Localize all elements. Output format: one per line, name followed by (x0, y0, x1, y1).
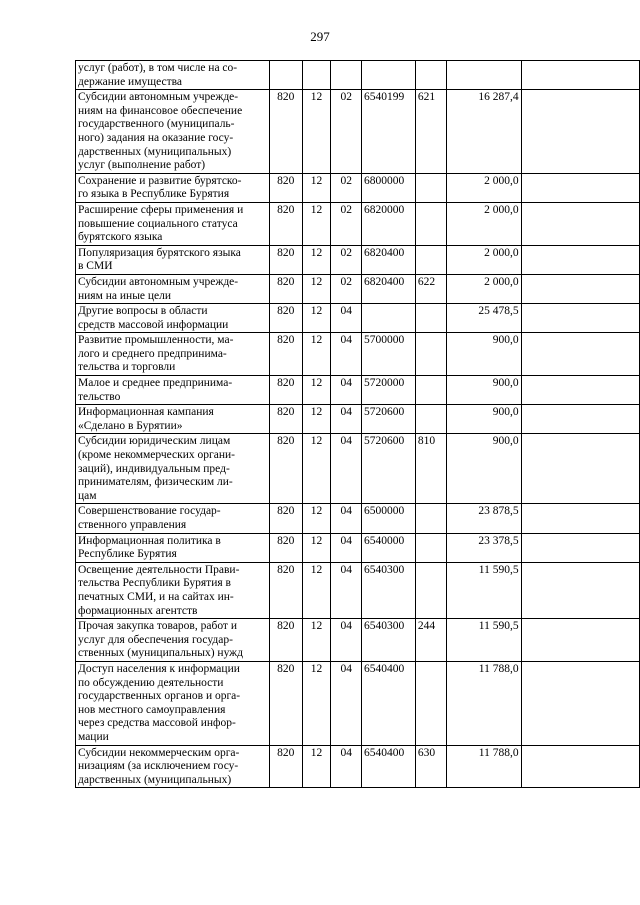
empty-cell (521, 504, 639, 533)
row-name-line: принимателям, физическим ли- (78, 476, 233, 489)
row-name-line: нов местного самоуправления (78, 703, 226, 716)
section-code-cell: 12 (302, 376, 331, 405)
table-row (76, 405, 640, 434)
ministry-code-cell: 820 (269, 562, 302, 618)
row-name-line: государственного (муниципаль- (78, 118, 235, 131)
ministry-code-cell: 820 (269, 434, 302, 504)
amount-cell: 16 287,4 (446, 90, 521, 174)
ministry-code-cell: 820 (269, 405, 302, 434)
section-code-cell: 12 (302, 434, 331, 504)
expense-type-code-cell (415, 661, 446, 745)
table-row (76, 376, 640, 405)
ministry-code-cell: 820 (269, 661, 302, 745)
row-name-line: Доступ населения к информации (78, 662, 240, 675)
row-name-line: услуг (выполнение работ) (78, 159, 206, 172)
row-name-line: бурятского языка (78, 231, 163, 244)
amount-cell: 900,0 (446, 376, 521, 405)
subsection-code-cell: 04 (331, 434, 362, 504)
ministry-code-cell: 820 (269, 245, 302, 274)
amount-cell: 2 000,0 (446, 274, 521, 303)
amount-cell: 900,0 (446, 333, 521, 376)
subsection-code-cell: 04 (331, 562, 362, 618)
subsection-code-cell: 04 (331, 504, 362, 533)
target-article-code-cell: 6820400 (362, 245, 416, 274)
row-name-line: цам (78, 489, 97, 502)
row-name-cell (76, 745, 270, 788)
ministry-code-cell: 820 (269, 173, 302, 202)
empty-cell (521, 245, 639, 274)
row-name-line: низациям (за исключением госу- (78, 760, 239, 773)
expense-type-code-cell (415, 173, 446, 202)
section-code-cell: 12 (302, 274, 331, 303)
subsection-code-cell: 04 (331, 304, 362, 333)
row-name-cell (76, 173, 270, 202)
row-name-cell (76, 376, 270, 405)
amount-cell: 25 478,5 (446, 304, 521, 333)
ministry-code-cell: 820 (269, 376, 302, 405)
amount-cell (446, 61, 521, 90)
section-code-cell: 12 (302, 619, 331, 662)
subsection-code-cell: 02 (331, 202, 362, 245)
row-name-line: Совершенствование государ- (78, 505, 221, 518)
amount-cell: 900,0 (446, 434, 521, 504)
amount-cell: 23 878,5 (446, 504, 521, 533)
amount-cell: 11 788,0 (446, 745, 521, 788)
row-name-cell (76, 304, 270, 333)
row-name-line: Освещение деятельности Прави- (78, 563, 240, 576)
table-row (76, 333, 640, 376)
row-name-line: тельство (78, 390, 121, 403)
row-name-line: держание имущества (78, 75, 182, 88)
row-name-cell (76, 562, 270, 618)
expense-type-code-cell: 810 (415, 434, 446, 504)
subsection-code-cell: 02 (331, 245, 362, 274)
subsection-code-cell: 04 (331, 533, 362, 562)
row-name-cell (76, 504, 270, 533)
target-article-code-cell: 6540000 (362, 533, 416, 562)
row-name-line: Другие вопросы в области (78, 305, 208, 318)
ministry-code-cell: 820 (269, 90, 302, 174)
empty-cell (521, 61, 639, 90)
row-name-line: печатных СМИ, и на сайтах ин- (78, 590, 234, 603)
table-row (76, 202, 640, 245)
row-name-line: Субсидии некоммерческим орга- (78, 746, 240, 759)
row-name-cell (76, 619, 270, 662)
expense-type-code-cell (415, 504, 446, 533)
empty-cell (521, 562, 639, 618)
row-name-line: Республике Бурятия (78, 548, 177, 561)
expense-type-code-cell (415, 533, 446, 562)
target-article-code-cell: 5720600 (362, 405, 416, 434)
subsection-code-cell: 04 (331, 405, 362, 434)
row-name-line: повышение социального статуса (78, 217, 238, 230)
empty-cell (521, 745, 639, 788)
amount-cell: 11 590,5 (446, 619, 521, 662)
expense-type-code-cell (415, 562, 446, 618)
row-name-line: в СМИ (78, 260, 113, 273)
table-row (76, 173, 640, 202)
subsection-code-cell: 04 (331, 661, 362, 745)
expense-type-code-cell (415, 376, 446, 405)
empty-cell (521, 274, 639, 303)
subsection-code-cell: 04 (331, 376, 362, 405)
ministry-code-cell: 820 (269, 619, 302, 662)
row-name-line: Развитие промышленности, ма- (78, 334, 234, 347)
table-row (76, 274, 640, 303)
row-name-line: Популяризация бурятского языка (78, 246, 241, 259)
row-name-line: Малое и среднее предпринима- (78, 377, 233, 390)
target-article-code-cell: 6540400 (362, 745, 416, 788)
row-name-line: средств массовой информации (78, 318, 229, 331)
row-name-cell (76, 434, 270, 504)
table-row (76, 61, 640, 90)
row-name-line: дарственных (муниципальных) (78, 773, 232, 786)
budget-table-body (76, 61, 640, 788)
ministry-code-cell: 820 (269, 333, 302, 376)
table-row (76, 434, 640, 504)
ministry-code-cell: 820 (269, 202, 302, 245)
section-code-cell: 12 (302, 90, 331, 174)
empty-cell (521, 202, 639, 245)
expense-type-code-cell (415, 245, 446, 274)
target-article-code-cell: 6820400 (362, 274, 416, 303)
page-number: 297 (310, 29, 330, 44)
table-row (76, 90, 640, 174)
row-name-line: Субсидии юридическим лицам (78, 435, 231, 448)
section-code-cell: 12 (302, 504, 331, 533)
target-article-code-cell (362, 61, 416, 90)
section-code-cell (302, 61, 331, 90)
row-name-cell (76, 533, 270, 562)
section-code-cell: 12 (302, 745, 331, 788)
empty-cell (521, 619, 639, 662)
target-article-code-cell: 6540300 (362, 562, 416, 618)
target-article-code-cell: 6500000 (362, 504, 416, 533)
expense-type-code-cell (415, 405, 446, 434)
section-code-cell: 12 (302, 333, 331, 376)
row-name-line: мации (78, 730, 109, 743)
amount-cell: 2 000,0 (446, 202, 521, 245)
table-row (76, 661, 640, 745)
ministry-code-cell (269, 61, 302, 90)
row-name-cell (76, 274, 270, 303)
empty-cell (521, 405, 639, 434)
row-name-line: ственных (муниципальных) нужд (78, 647, 243, 660)
row-name-line: ного) задания на оказание госу- (78, 131, 234, 144)
ministry-code-cell: 820 (269, 274, 302, 303)
row-name-line: дарственных (муниципальных) (78, 145, 232, 158)
table-row (76, 619, 640, 662)
expense-type-code-cell: 621 (415, 90, 446, 174)
expense-type-code-cell (415, 202, 446, 245)
target-article-code-cell: 6800000 (362, 173, 416, 202)
row-name-line: «Сделано в Бурятии» (78, 419, 183, 432)
row-name-line: Прочая закупка товаров, работ и (78, 620, 237, 633)
empty-cell (521, 434, 639, 504)
row-name-line: ственного управления (78, 519, 187, 531)
row-name-line: Информационная кампания (78, 406, 214, 419)
empty-cell (521, 304, 639, 333)
row-name-line: ниям на финансовое обеспечение (78, 104, 243, 117)
amount-cell: 2 000,0 (446, 173, 521, 202)
amount-cell: 11 590,5 (446, 562, 521, 618)
ministry-code-cell: 820 (269, 304, 302, 333)
ministry-code-cell: 820 (269, 533, 302, 562)
target-article-code-cell: 6540199 (362, 90, 416, 174)
section-code-cell: 12 (302, 304, 331, 333)
subsection-code-cell (331, 61, 362, 90)
row-name-cell (76, 661, 270, 745)
subsection-code-cell: 02 (331, 173, 362, 202)
row-name-line: Субсидии автономным учрежде- (78, 91, 239, 104)
table-row (76, 745, 640, 788)
row-name-line: го языка в Республике Бурятия (78, 188, 230, 201)
row-name-line: формационных агентств (78, 604, 198, 617)
empty-cell (521, 173, 639, 202)
target-article-code-cell (362, 304, 416, 333)
table-row (76, 304, 640, 333)
row-name-line: услуг (работ), в том числе на со- (78, 62, 238, 74)
target-article-code-cell: 5720000 (362, 376, 416, 405)
section-code-cell: 12 (302, 202, 331, 245)
table-row (76, 504, 640, 533)
budget-table (75, 60, 640, 788)
row-name-line: услуг для обеспечения государ- (78, 633, 233, 646)
row-name-line: заций), индивидуальным пред- (78, 462, 230, 475)
empty-cell (521, 376, 639, 405)
empty-cell (521, 533, 639, 562)
amount-cell: 23 378,5 (446, 533, 521, 562)
table-row (76, 533, 640, 562)
row-name-line: тельства Республики Бурятия в (78, 577, 231, 590)
target-article-code-cell: 5720600 (362, 434, 416, 504)
expense-type-code-cell: 630 (415, 745, 446, 788)
row-name-cell (76, 405, 270, 434)
empty-cell (521, 661, 639, 745)
row-name-cell (76, 333, 270, 376)
subsection-code-cell: 02 (331, 90, 362, 174)
target-article-code-cell: 6820000 (362, 202, 416, 245)
subsection-code-cell: 02 (331, 274, 362, 303)
row-name-cell (76, 90, 270, 174)
section-code-cell: 12 (302, 533, 331, 562)
row-name-line: лого и среднего предпринима- (78, 347, 227, 360)
amount-cell: 2 000,0 (446, 245, 521, 274)
section-code-cell: 12 (302, 245, 331, 274)
expense-type-code-cell: 244 (415, 619, 446, 662)
section-code-cell: 12 (302, 562, 331, 618)
row-name-line: через средства массовой инфор- (78, 717, 236, 730)
expense-type-code-cell: 622 (415, 274, 446, 303)
section-code-cell: 12 (302, 405, 331, 434)
table-row (76, 562, 640, 618)
subsection-code-cell: 04 (331, 619, 362, 662)
row-name-line: (кроме некоммерческих органи- (78, 449, 235, 462)
empty-cell (521, 333, 639, 376)
target-article-code-cell: 6540400 (362, 661, 416, 745)
subsection-code-cell: 04 (331, 333, 362, 376)
row-name-line: ниям на иные цели (78, 289, 172, 302)
expense-type-code-cell (415, 304, 446, 333)
ministry-code-cell: 820 (269, 504, 302, 533)
expense-type-code-cell (415, 333, 446, 376)
table-row (76, 245, 640, 274)
subsection-code-cell: 04 (331, 745, 362, 788)
section-code-cell: 12 (302, 173, 331, 202)
row-name-line: Субсидии автономным учрежде- (78, 275, 239, 288)
amount-cell: 900,0 (446, 405, 521, 434)
target-article-code-cell: 5700000 (362, 333, 416, 376)
row-name-line: государственных органов и орга- (78, 690, 241, 703)
row-name-cell (76, 245, 270, 274)
row-name-cell (76, 61, 270, 90)
row-name-line: Расширение сферы применения и (78, 203, 244, 216)
row-name-line: тельства и торговли (78, 361, 176, 374)
section-code-cell: 12 (302, 661, 331, 745)
empty-cell (521, 90, 639, 174)
target-article-code-cell: 6540300 (362, 619, 416, 662)
row-name-cell (76, 202, 270, 245)
row-name-line: Сохранение и развитие бурятско- (78, 174, 242, 187)
row-name-line: Информационная политика в (78, 534, 221, 547)
ministry-code-cell: 820 (269, 745, 302, 788)
row-name-line: по обсуждению деятельности (78, 676, 224, 689)
expense-type-code-cell (415, 61, 446, 90)
amount-cell: 11 788,0 (446, 661, 521, 745)
